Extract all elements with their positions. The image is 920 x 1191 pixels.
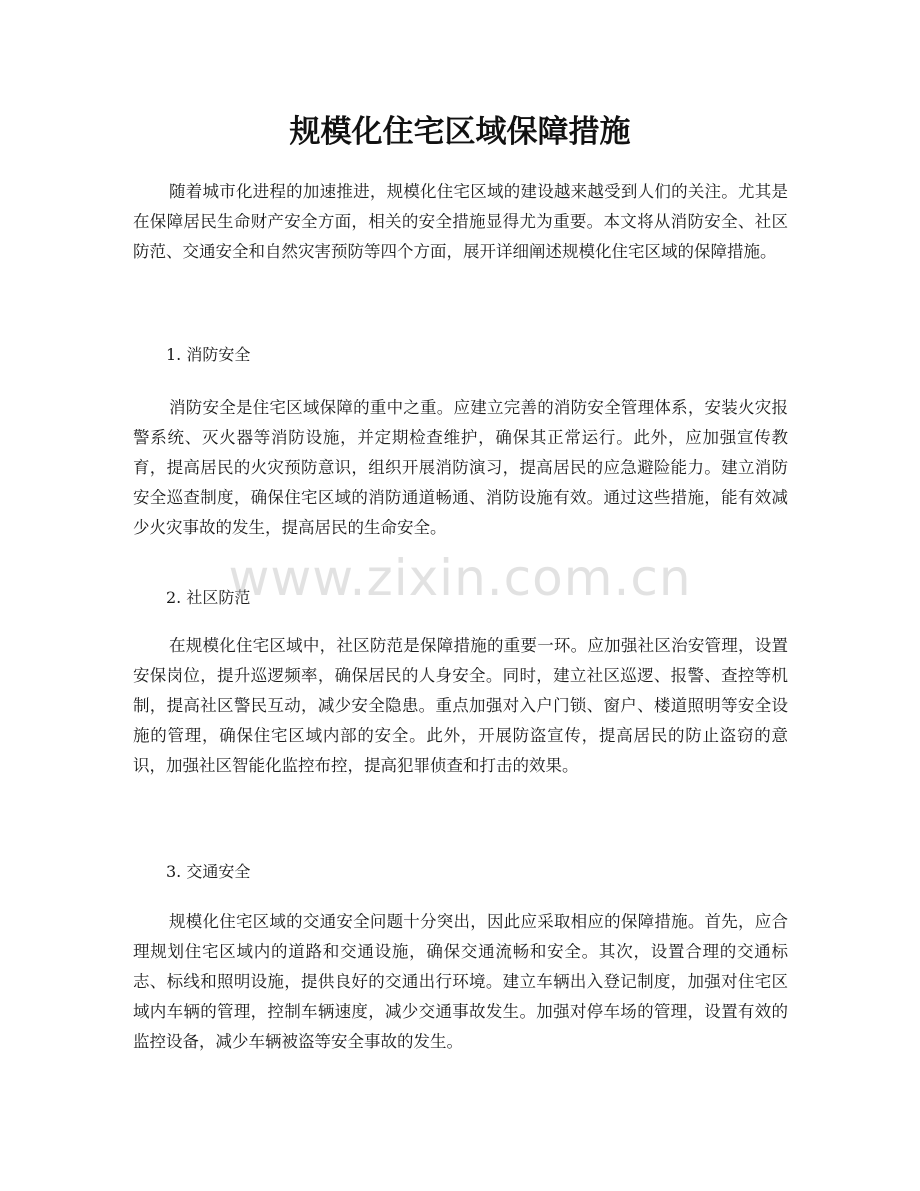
section-heading-community-security: 2. 社区防范 — [166, 588, 251, 607]
section-heading-traffic-safety: 3. 交通安全 — [166, 862, 251, 881]
intro-paragraph: 随着城市化进程的加速推进，规模化住宅区域的建设越来越受到人们的关注。尤其是在保障居民生命财产安全方面，相关的安全措施显得尤为重要。本文将从消防安全、社区防范、交通安全和自然灾害预防等四个方面，展开详细阐述规模化住宅区域的保障措施。 — [133, 182, 788, 261]
section-body-community-security: 在规模化住宅区域中，社区防范是保障措施的重要一环。应加强社区治安管理，设置安保岗位，提升巡逻频率，确保居民的人身安全。同时，建立社区巡逻、报警、查控等机制，提高社区警民互动，减少安全隐患。重点加强对入户门锁、窗户、楼道照明等安全设施的管理，确保住宅区域内部的安全。此外，开展防盗宣传，提高居民的防止盗窃的意识，加强社区智能化监控布控，提高犯罪侦查和打击的效果。 — [133, 636, 788, 775]
section-body-traffic-safety: 规模化住宅区域的交通安全问题十分突出，因此应采取相应的保障措施。首先，应合理规划住宅区域内的道路和交通设施，确保交通流畅和安全。其次，设置合理的交通标志、标线和照明设施，提供良好的交通出行环境。建立车辆出入登记制度，加强对住宅区域内车辆的管理，控制车辆速度，减少交通事故发生。加强对停车场的管理，设置有效的监控设备，减少车辆被盗等安全事故的发生。 — [133, 912, 788, 1051]
watermark: www.zixin.com.cn — [228, 549, 692, 607]
section-heading-fire-safety: 1. 消防安全 — [166, 345, 251, 364]
document-title: 规模化住宅区域保障措施 — [289, 114, 631, 150]
section-body-fire-safety: 消防安全是住宅区域保障的重中之重。应建立完善的消防安全管理体系，安装火灾报警系统、灭火器等消防设施，并定期检查维护，确保其正常运行。此外，应加强宣传教育，提高居民的火灾预防意识，组织开展消防演习，提高居民的应急避险能力。建立消防安全巡查制度，确保住宅区域的消防通道畅通、消防设施有效。通过这些措施，能有效减少火灾事故的发生，提高居民的生命安全。 — [133, 398, 788, 537]
